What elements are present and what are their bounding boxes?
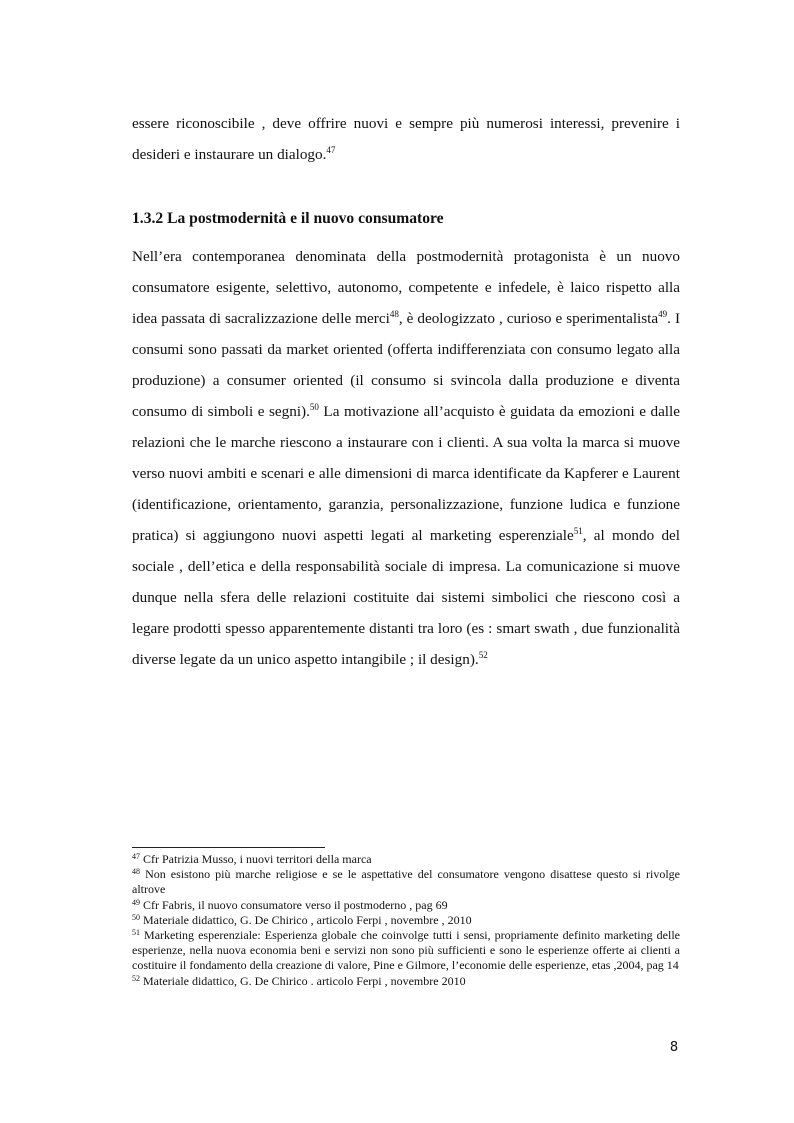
footnote-number: 51 [132,928,140,938]
footnote-51 [132,928,680,974]
footnote-separator [132,847,325,848]
footnote-ref-48[interactable]: 48 [389,309,399,319]
footnote-ref-50[interactable]: 50 [309,402,319,412]
footnote-text: Non esistono più marche religiose e se le aspettative del consumatore vengono disattese questo si rivolge altrove [132,867,681,897]
footnote-ref-47[interactable]: 47 [326,145,336,155]
paragraph-2-text-5: , al mondo del sociale , dell’etica e della responsabilità sociale di impresa. La comunicazione si muove dunque nella sfera delle relazioni costituite dai sistemi simbolici che riescono così a legare prodotti spesso apparentemente distanti tra loro (es : smart swath , due funzionalità diverse legate da un unico aspetto intangibile ; il design). [132,527,680,668]
footnote-text: Cfr Fabris, il nuovo consumatore verso il postmoderno , pag 69 [143,897,448,912]
footnote-number: 50 [132,912,140,922]
paragraph-2-text-1: Nell’era contemporanea denominata della postmodernità protagonista è un nuovo consumatore esigente, selettivo, autonomo, competente e infedele, è laico rispetto alla idea passata di sacralizzazione delle merci [132,248,680,327]
paragraph-2-text-4: La motivazione all’acquisto è guidata da emozioni e dalle relazioni che le marche riescono a instaurare con i clienti. A sua volta la marca si muove verso nuovi ambiti e scenari e alle dimensioni di marca identificate da Kapferer e Laurent (identificazione, orientamento, garanzia, personalizzazione, funzione ludica e funzione pratica) si aggiungono nuovi aspetti legati al marketing esperenziale [132,403,680,544]
footnote-number: 47 [132,852,140,861]
footnote-47 [132,852,680,867]
paragraph-2-text-3: . I consumi sono passati da market oriented (offerta indifferenziata con consumo legato alla produzione) a consumer oriented (il consumo si svincola dalla produzione e diventa consumo di simboli e segni). [132,310,680,420]
footnote-text: Materiale didattico, G. De Chirico , articolo Ferpi , novembre , 2010 [143,912,472,927]
footnote-ref-52[interactable]: 52 [478,650,488,660]
paragraph-1 [132,108,680,170]
footnote-ref-49[interactable]: 49 [658,309,668,319]
footnote-text: Marketing esperenziale: Esperienza globale che coinvolge tutti i sensi, propriamente definito marketing delle esperienze, nella nuova economia beni e servizi non sono più sufficienti e sono le esperienze offerte ai clienti a costituire il fondamento della creazione di valore, Pine e Gilmore, l’economie delle esperienze, etas ,2004, pag 14 [132,928,680,973]
footnote-50 [132,913,680,928]
footnote-number: 48 [132,867,140,877]
footnote-number: 52 [132,973,140,983]
footnote-ref-51[interactable]: 51 [573,526,583,536]
footnote-number: 49 [132,897,140,907]
footnote-text: Materiale didattico, G. De Chirico . articolo Ferpi , novembre 2010 [143,973,466,988]
paragraph-2-text-2: , è deologizzato , curioso e sperimentalista [398,310,659,327]
paragraph-1-text: essere riconoscibile , deve offrire nuovi e sempre più numerosi interessi, prevenire i desideri e instaurare un dialogo. [132,115,680,163]
footnote-48 [132,867,680,897]
footnotes-block [132,852,680,989]
page-number: 8 [669,1040,679,1055]
footnote-49 [132,898,680,913]
section-heading: 1.3.2 La postmodernità e il nuovo consumatore [132,210,444,227]
paragraph-2 [132,241,680,675]
footnote-text: Cfr Patrizia Musso, i nuovi territori della marca [143,852,372,866]
footnote-52 [132,974,680,989]
